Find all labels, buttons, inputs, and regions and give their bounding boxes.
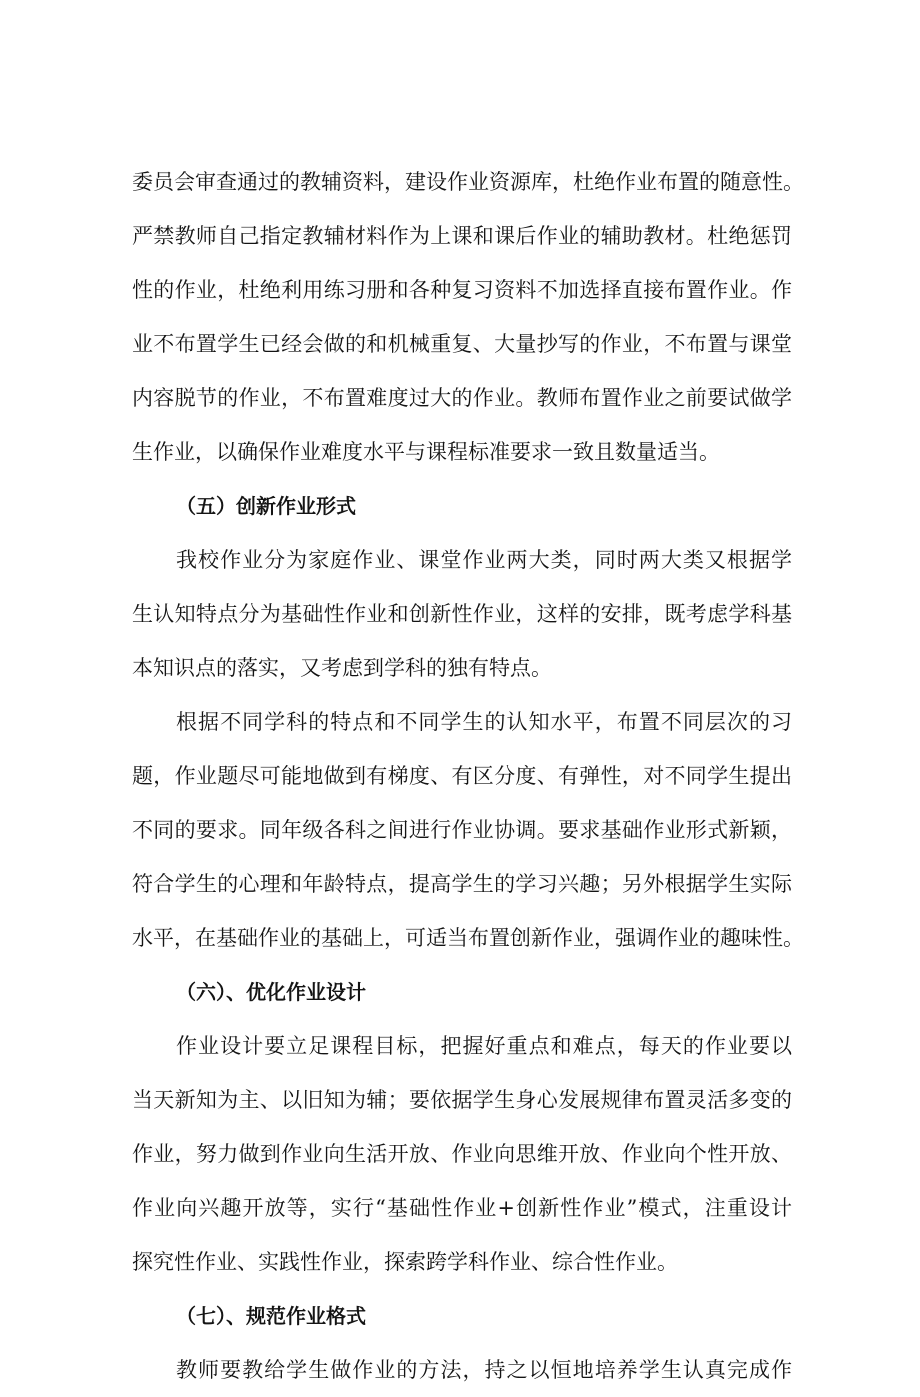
paragraph-line: 本知识点的落实，又考虑到学科的独有特点。: [132, 656, 552, 680]
paragraph-line: 作业设计要立足课程目标，把握好重点和难点，每天的作业要以: [176, 1034, 792, 1058]
section-heading-6: （六）、优化作业设计: [176, 980, 366, 1004]
paragraph-line: 题，作业题尽可能地做到有梯度、有区分度、有弹性，对不同学生提出: [132, 764, 792, 788]
paragraph-line: 不同的要求。同年级各科之间进行作业协调。要求基础作业形式新颖，: [132, 818, 792, 842]
section-heading-7: （七）、规范作业格式: [176, 1304, 366, 1328]
paragraph-line: 作业，努力做到作业向生活开放、作业向思维开放、作业向个性开放、: [132, 1142, 792, 1166]
paragraph-line: 委员会审查通过的教辅资料，建设作业资源库，杜绝作业布置的随意性。: [132, 170, 804, 194]
paragraph-line: 符合学生的心理和年龄特点，提高学生的学习兴趣；另外根据学生实际: [132, 872, 792, 896]
document-body: [132, 155, 804, 1397]
paragraph-line: 教师要教给学生做作业的方法，持之以恒地培养学生认真完成作: [176, 1358, 792, 1382]
paragraph-line: 生认知特点分为基础性作业和创新性作业，这样的安排，既考虑学科基: [132, 602, 792, 626]
paragraph-line: 严禁教师自己指定教辅材料作为上课和课后作业的辅助教材。杜绝惩罚: [132, 224, 792, 248]
paragraph-line: 根据不同学科的特点和不同学生的认知水平，布置不同层次的习: [176, 710, 792, 734]
paragraph-line: 生作业，以确保作业难度水平与课程标准要求一致且数量适当。: [132, 440, 720, 464]
paragraph-line: 性的作业，杜绝利用练习册和各种复习资料不加选择直接布置作业。作: [132, 278, 792, 302]
paragraph-line: 内容脱节的作业，不布置难度过大的作业。教师布置作业之前要试做学: [132, 386, 792, 410]
section-heading-5: （五）创新作业形式: [176, 494, 356, 518]
paragraph-line: 探究性作业、实践性作业，探索跨学科作业、综合性作业。: [132, 1250, 678, 1274]
paragraph-line: 我校作业分为家庭作业、课堂作业两大类，同时两大类又根据学: [176, 548, 792, 572]
paragraph-line: 业不布置学生已经会做的和机械重复、大量抄写的作业，不布置与课堂: [132, 332, 792, 356]
paragraph-line: 水平，在基础作业的基础上，可适当布置创新作业，强调作业的趣味性。: [132, 926, 804, 950]
paragraph-line: 作业向兴趣开放等，实行“基础性作业+创新性作业”模式，注重设计: [132, 1196, 792, 1220]
paragraph-line: 当天新知为主、以旧知为辅；要依据学生身心发展规律布置灵活多变的: [132, 1088, 792, 1112]
